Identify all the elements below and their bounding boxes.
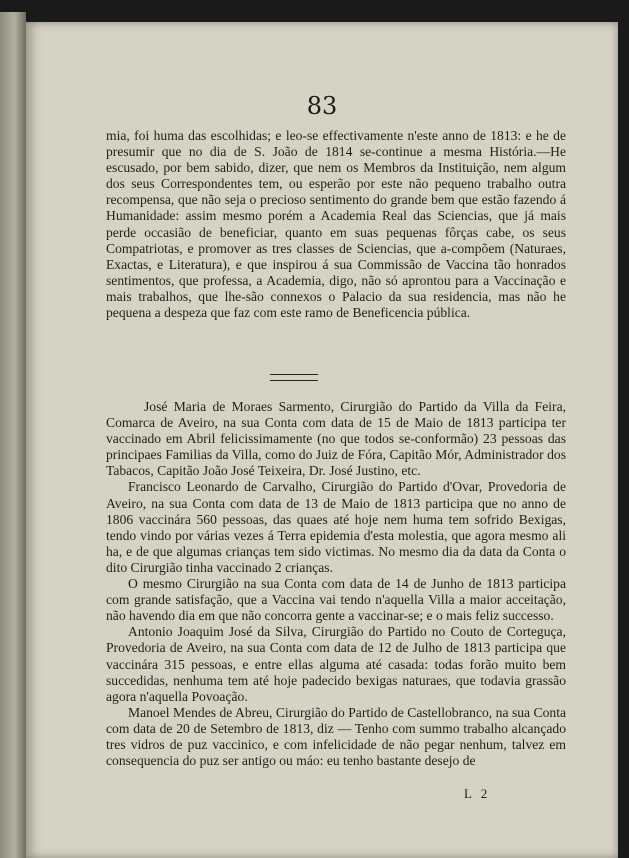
- paragraph: mia, foi huma das escolhidas; e leo-se effectivamente n'este anno de 1813: e he de presumir que no dia de S. João de 1814 se-continue a mesma História.—He escusado, por bem sabido, dizer, que nem os Membros da Instituição, nem algum dos seus Correspondentes tem, ou esperão por este não pequeno trabalho outra recompensa, que não seja o precioso sentimento do grande bem que estão fazendo á Humanidade: assim mesmo porém a Academia Real das Sciencias, que já mais perde occasião de beneficiar, quanto em suas pequenas fôrças cabe, os seus Compatriotas, e promover as tres classes de Sciencias, que a-compõem (Naturaes, Exactas, e Literatura), e que inspirou á sua Commissão de Vaccina tão honrados sentimentos, que professa, a Academia, digo, não só aprontou para a Vaccinação e mais trabalhos, que lhe-são connexos o Palacio da sua residencia, mas não he pequena a despeza que faz com este ramo de Beneficencia pública.: [106, 128, 566, 321]
- section-divider: [270, 374, 318, 381]
- reports-section: [106, 399, 566, 769]
- continued-paragraph: [106, 128, 566, 321]
- signature-mark: L 2: [464, 786, 491, 801]
- paragraph: Manoel Mendes de Abreu, Cirurgião do Partido de Castellobranco, na sua Conta com data de 20 de Setembro de 1813, diz — Tenho com summo trabalho alcançado tres vidros de puz vaccinico, e com infelicidade de não pegar nenhum, talvez em consequencia do puz ser antigo ou máo: eu tenho bastante desejo de: [106, 704, 566, 769]
- page-number: 83: [306, 92, 338, 120]
- facing-page-edge: [0, 12, 26, 858]
- paragraph: O mesmo Cirurgião na sua Conta com data de 14 de Junho de 1813 participa com grande satisfação, que a Vaccina vai tendo n'aquella Villa a maior acceitação, não havendo dia em que não concorra gente a vaccinar-se; e o mais feliz successo.: [106, 576, 566, 624]
- paragraph: Francisco Leonardo de Carvalho, Cirurgião do Partido d'Ovar, Provedoria de Aveiro, na sua Conta com data de 13 de Maio de 1813 participa que no anno de 1806 vaccinára 560 pessoas, das quaes até hoje nem huma tem sofrido Bexigas, tendo vindo por várias vezes á Terra epidemia d'esta molestia, que agora mesmo ali ha, e de que algumas crianças tem sido victimas. No mesmo dia da data da Conta o dito Cirurgião tinha vaccinado 2 crianças.: [106, 479, 566, 575]
- book-page: [26, 22, 618, 858]
- paragraph: José Maria de Moraes Sarmento, Cirurgião do Partido da Villa da Feira, Comarca de Aveiro, na sua Conta com data de 15 de Maio de 1813 participa ter vaccinado em Abril felicissimamente (no que todos se-conformão) 23 pessoas das principaes Familias da Villa, como do Juiz de Fóra, Capitão Mór, Administrador dos Tabacos, Capitão João José Teixeira, Dr. José Justino, etc.: [106, 399, 566, 479]
- paragraph: Antonio Joaquim José da Silva, Cirurgião do Partido no Couto de Corteguça, Provedoria de Aveiro, na sua Conta com data de 12 de Julho de 1813 participa que vaccinára 315 pessoas, e entre ellas alguma até casada: todas forão muito bem succedidas, nenhuma tem até hoje padecido bexigas naturaes, que todavia grassão agora n'aquella Povoação.: [106, 624, 566, 704]
